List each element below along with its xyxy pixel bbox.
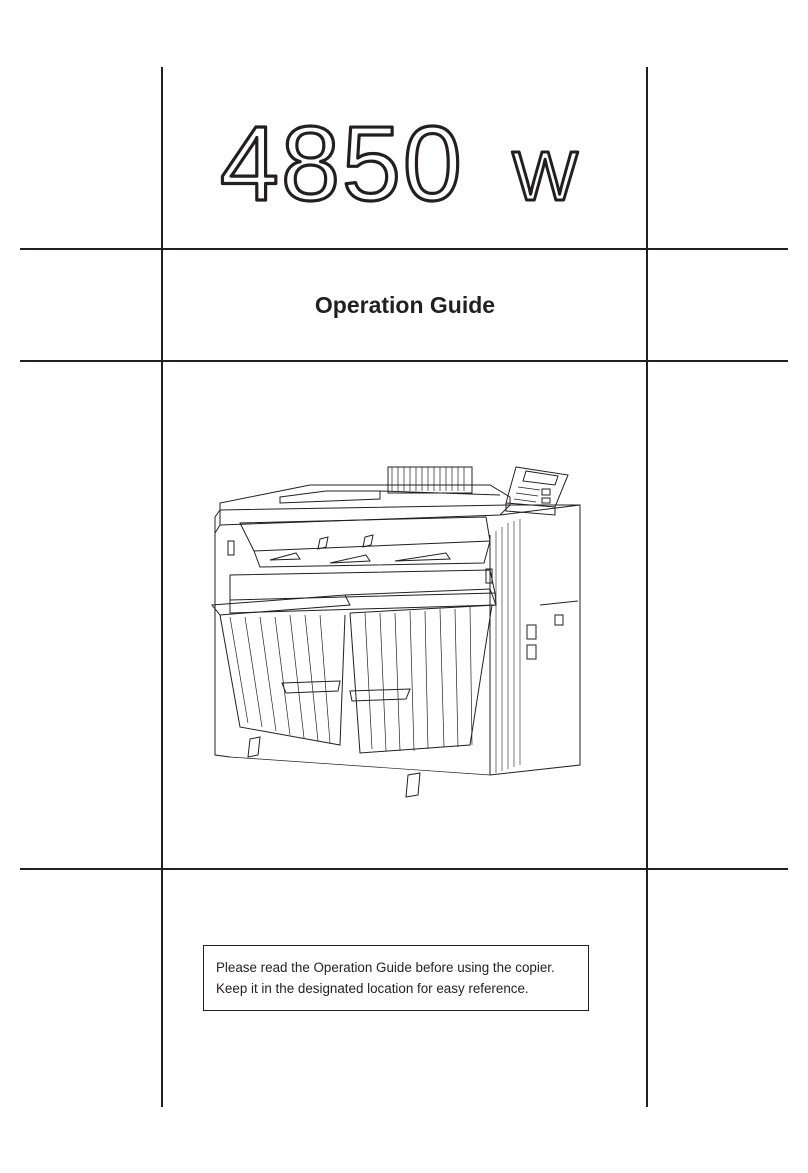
title-divider-rule — [20, 248, 788, 250]
illustration-top-rule — [20, 360, 788, 362]
notice-line-1: Please read the Operation Guide before using the copier. — [216, 960, 555, 975]
model-number-logo — [160, 100, 650, 220]
model-number: 4850 — [220, 105, 464, 220]
notice-line-2: Keep it in the designated location for easy reference. — [216, 981, 529, 996]
left-vertical-rule — [161, 67, 163, 1107]
illustration-bottom-rule — [20, 868, 788, 870]
right-vertical-rule — [646, 67, 648, 1107]
model-suffix: W — [512, 137, 579, 215]
copier-illustration-icon — [200, 455, 600, 805]
document-title: Operation Guide — [314, 292, 496, 318]
notice-box — [203, 945, 589, 1011]
